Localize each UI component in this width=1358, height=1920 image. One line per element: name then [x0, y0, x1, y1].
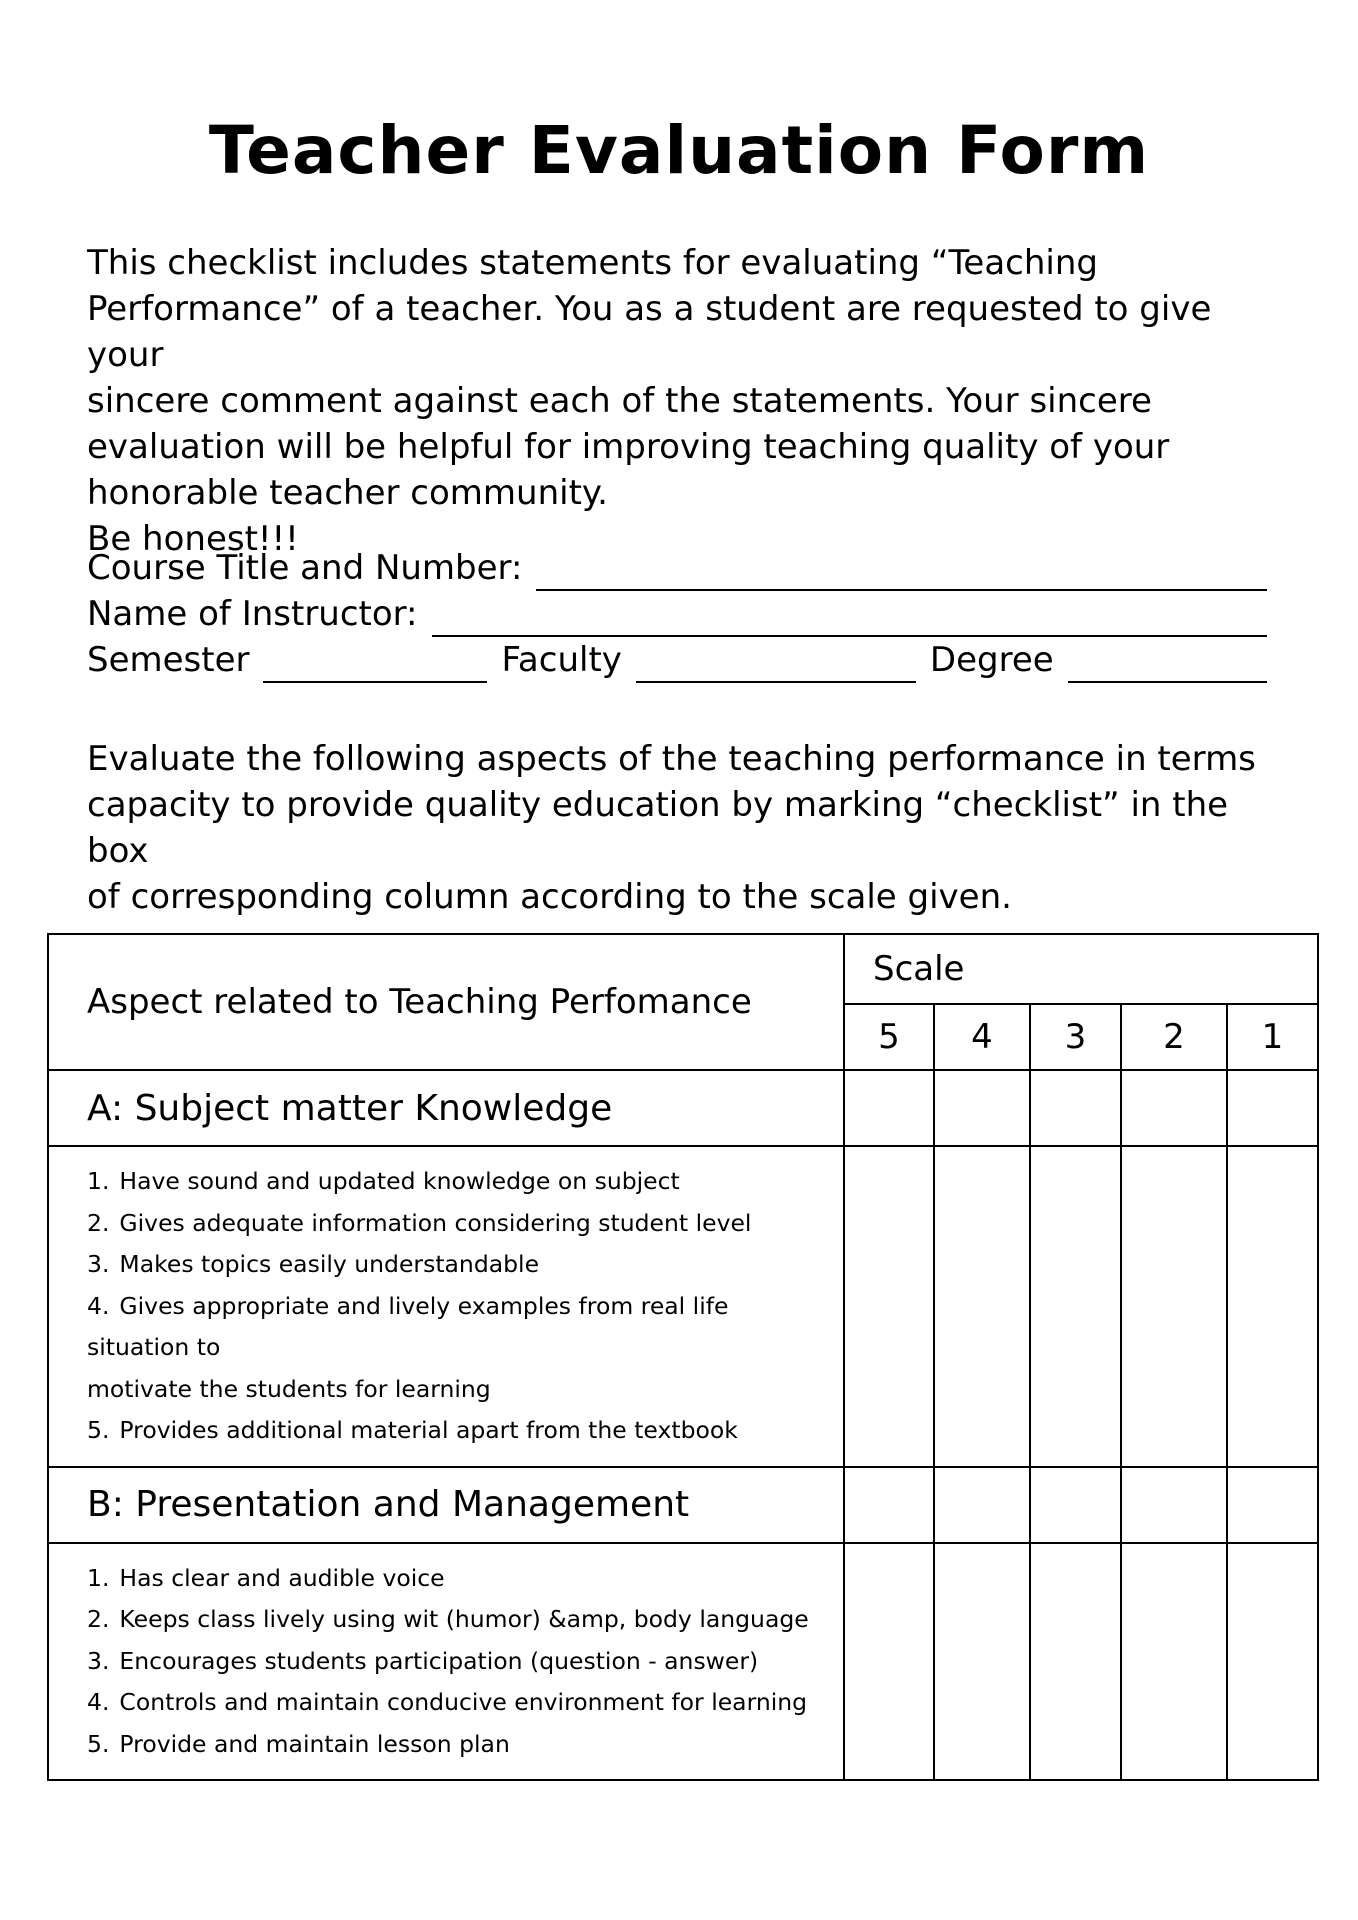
section-a-rating-5[interactable]: [844, 1070, 934, 1146]
scale-1-header: 1: [1227, 1004, 1318, 1070]
instruction-line: Evaluate the following aspects of the teaching performance in terms: [87, 739, 1256, 779]
section-b-items-rating-5[interactable]: [844, 1543, 934, 1781]
scale-header: Scale: [844, 934, 1318, 1004]
section-a-items-rating-1[interactable]: [1227, 1146, 1318, 1467]
course-input-line[interactable]: [536, 553, 1267, 591]
list-item: 4. Controls and maintain conducive environment for learning: [87, 1688, 808, 1716]
intro-line: Performance” of a teacher. You as a student are requested to give your: [87, 289, 1212, 375]
intro-line: evaluation will be helpful for improving teaching quality of your: [87, 427, 1170, 467]
intro-paragraph: [87, 240, 1287, 562]
degree-input-line[interactable]: [1068, 645, 1267, 683]
section-a-rating-3[interactable]: [1030, 1070, 1121, 1146]
semester-label: Semester: [87, 640, 250, 680]
scale-5-header: 5: [844, 1004, 934, 1070]
instructor-label: Name of Instructor:: [87, 594, 418, 634]
section-b-items-rating-3[interactable]: [1030, 1543, 1121, 1781]
intro-line: sincere comment against each of the statements. Your sincere: [87, 381, 1152, 421]
section-b-items: [48, 1543, 844, 1781]
section-b-items-rating-4[interactable]: [934, 1543, 1030, 1781]
section-b-items-rating-2[interactable]: [1121, 1543, 1227, 1781]
list-item: 4. Gives appropriate and lively examples from real life situation to: [87, 1291, 729, 1361]
instruction-line: of corresponding column according to the scale given.: [87, 877, 1012, 917]
section-b-rating-2[interactable]: [1121, 1467, 1227, 1543]
section-b-items-rating-1[interactable]: [1227, 1543, 1318, 1781]
section-b-rating-5[interactable]: [844, 1467, 934, 1543]
list-item: 3. Encourages students participation (question - answer): [87, 1646, 759, 1675]
intro-line: honorable teacher community.: [87, 473, 608, 513]
aspect-header: Aspect related to Teaching Perfomance: [48, 934, 844, 1070]
section-a-items-rating-3[interactable]: [1030, 1146, 1121, 1467]
scale-4-header: 4: [934, 1004, 1030, 1070]
faculty-input-line[interactable]: [636, 645, 916, 683]
list-item: 2. Keeps class lively using wit (humor) &amp, body language: [87, 1605, 809, 1633]
degree-label: Degree: [929, 640, 1054, 680]
be-honest-text: Be honest!!!: [87, 519, 299, 559]
course-label: Course Title and Number:: [87, 548, 523, 588]
instructor-field-row: [87, 591, 1267, 637]
section-b-rating-3[interactable]: [1030, 1467, 1121, 1543]
instructor-input-line[interactable]: [432, 599, 1267, 637]
list-item: motivate the students for learning: [87, 1374, 491, 1403]
section-b-rating-4[interactable]: [934, 1467, 1030, 1543]
section-b-item-list: [87, 1558, 823, 1766]
scale-3-header: 3: [1030, 1004, 1121, 1070]
section-a-items-rating-5[interactable]: [844, 1146, 934, 1467]
section-a-rating-1[interactable]: [1227, 1070, 1318, 1146]
course-field-row: [87, 545, 1267, 591]
section-a-items-rating-2[interactable]: [1121, 1146, 1227, 1467]
list-item: 5. Provide and maintain lesson plan: [87, 1729, 510, 1758]
section-a-item-list: [87, 1161, 823, 1452]
section-a-items-rating-4[interactable]: [934, 1146, 1030, 1467]
form-fields: [87, 545, 1267, 683]
semester-input-line[interactable]: [263, 645, 487, 683]
scale-2-header: 2: [1121, 1004, 1227, 1070]
instruction-line: capacity to provide quality education by marking “checklist” in the box: [87, 785, 1229, 871]
intro-line: This checklist includes statements for evaluating “Teaching: [87, 243, 1099, 283]
section-a-items: [48, 1146, 844, 1467]
list-item: 3. Makes topics easily understandable: [87, 1250, 540, 1278]
evaluation-table: [47, 933, 1319, 1781]
form-title: Teacher Evaluation Form: [208, 112, 1150, 189]
section-a-rating-4[interactable]: [934, 1070, 1030, 1146]
section-b-rating-1[interactable]: [1227, 1467, 1318, 1543]
section-a-rating-2[interactable]: [1121, 1070, 1227, 1146]
list-item: 1. Has clear and audible voice: [87, 1563, 445, 1592]
list-item: 5. Provides additional material apart from the textbook: [87, 1416, 738, 1444]
faculty-label: Faculty: [501, 640, 622, 680]
section-a-title: A: Subject matter Knowledge: [48, 1070, 844, 1146]
instructions-paragraph: [87, 736, 1287, 920]
list-item: 2. Gives adequate information considering student level: [87, 1208, 752, 1237]
section-b-title: B: Presentation and Management: [48, 1467, 844, 1543]
list-item: 1. Have sound and updated knowledge on subject: [87, 1167, 680, 1195]
semester-faculty-degree-row: [87, 637, 1267, 683]
